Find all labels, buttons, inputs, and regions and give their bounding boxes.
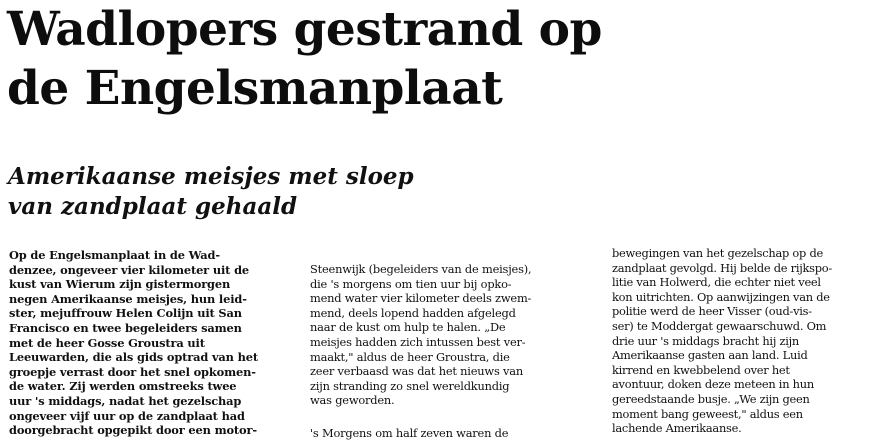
- subheadline-line-1: Amerikaanse meisjes met sloep: [8, 163, 414, 190]
- headline-line-2: de Engelsmanplaat: [7, 61, 503, 116]
- subheadline: [8, 162, 414, 222]
- subheadline-line-2: van zandplaat gehaald: [8, 193, 298, 220]
- headline: [7, 0, 602, 118]
- body-column-2: Steenwijk (begeleiders van de meisjes), die 's morgens om tien uur bij opko- mend water vier kilometer deels zwem- mend, deels lopend hadden afgelegd naar de kust om hulp te halen. „De meisjes hadden zich intussen best ver- maakt," aldus de heer Groustra, die zeer verbaasd was dat het nieuws van zijn stranding zo snel wereldkundig was geworden.: [310, 262, 532, 408]
- headline-line-1: Wadlopers gestrand op: [7, 2, 602, 57]
- body-column-2-continued: 's Morgens om half zeven waren de: [310, 426, 509, 440]
- body-column-1: Op de Engelsmanplaat in de Wad- denzee, ongeveer vier kilometer uit de kust van Wierum zijn gistermorgen negen Amerikaanse meisjes, hun leid- ster, mejuffrouw Helen Colijn uit San Francisco en twee begeleiders samen met de heer Gosse Groustra uit Leeuwarden, die als gids optrad van het groepje verrast door het snel opkomen- de water. Zij werden omstreeks twee uur 's middags, nadat het gezelschap ongeveer vijf uur op de zandplaat had doorgebracht opgepikt door een motor-: [9, 248, 258, 438]
- body-column-3: bewegingen van het gezelschap op de zandplaat gevolgd. Hij belde de rijkspo- litie van Holwerd, die echter niet veel kon uitrichten. Op aanwijzingen van de politie werd de heer Visser (oud-vis- ser) te Moddergat gewaarschuwd. Om drie uur 's middags bracht hij zijn Amerikaanse gasten aan land. Luid kirrend en kwebbelend over het avontuur, doken deze meteen in hun gereedstaande busje. „We zijn geen moment bang geweest," aldus een lachende Amerikaanse.: [612, 246, 833, 436]
